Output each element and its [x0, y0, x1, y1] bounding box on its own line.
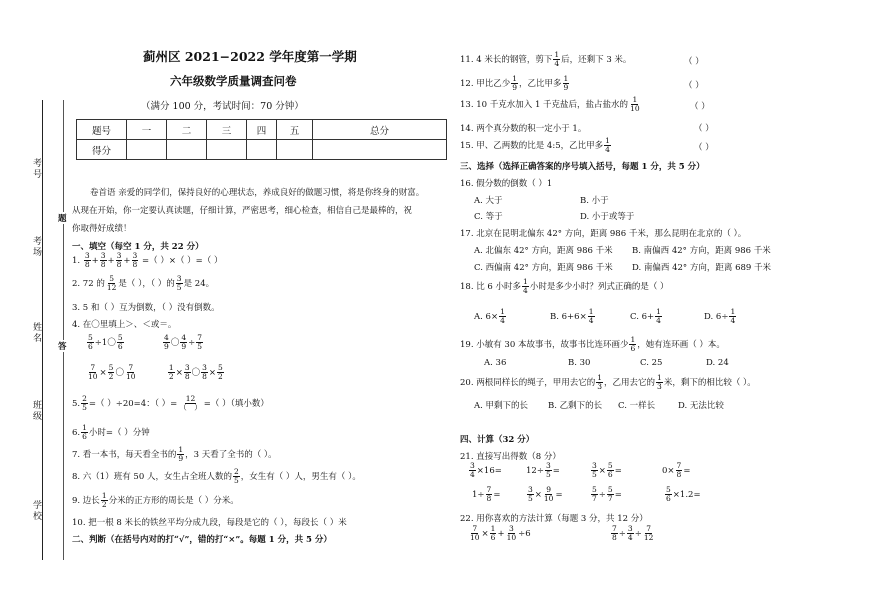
score-cell[interactable]	[247, 140, 277, 160]
option[interactable]: B. 乙剩下的长	[548, 401, 603, 411]
option[interactable]: B. 30	[568, 358, 591, 368]
intro-line: 你取得好成绩！	[72, 224, 132, 234]
question-13: 13. 10 千克水加入 1 千克盐后，盐占盐水的 $\frac{1}{10}$	[460, 95, 640, 113]
compare-row-1: $\frac{5}{6}$ ÷1〇 $\frac{5}{6}$ $\frac{4}{9}$ 〇 $\frac{4}{9}$ ÷ $\frac{7}{5}$	[88, 333, 203, 351]
score-header: 四	[247, 120, 277, 140]
section-4-title: 四、计算（32 分）	[460, 435, 535, 445]
exam-title: 蓟州区 2021−2022 学年度第一学期	[143, 49, 357, 64]
intro-line: 卷首语 亲爱的同学们，保持良好的心理状态，养成良好的做题习惯，将是你终身的财富。	[90, 188, 425, 198]
score-header: 五	[277, 120, 313, 140]
option[interactable]: C. 6+ $\frac{1}{4}$	[630, 307, 661, 325]
question-22: 22. 用你喜欢的方法计算（每题 3 分，共 12 分）	[460, 514, 648, 524]
fraction: $\frac{3}{8}$	[84, 251, 90, 269]
calc-item: 0× $\frac{7}{8}$ =	[662, 461, 691, 479]
question-12: 12. 甲比乙少 $\frac{1}{9}$ ，乙比甲多 $\frac{1}{9}$	[460, 74, 569, 92]
option[interactable]: B. 南偏西 42° 方向，距离 986 千米	[632, 246, 771, 256]
calc-item: 1÷ $\frac{7}{8}$ =	[472, 485, 501, 503]
option[interactable]: D. 小于或等于	[580, 212, 635, 222]
label-xuexiao: 学校	[31, 500, 41, 522]
score-cell[interactable]	[207, 140, 247, 160]
label-xingming: 姓名	[31, 322, 41, 344]
option[interactable]: B. 6+6× $\frac{1}{4}$	[550, 307, 594, 325]
label-kaochang: 考场	[31, 236, 41, 258]
calc-item: $\frac{5}{7}$ ÷ $\frac{5}{7}$ =	[592, 485, 622, 503]
score-row-label: 得分	[77, 140, 127, 160]
score-header: 二	[167, 120, 207, 140]
fraction: $\frac{3}{8}$	[132, 251, 138, 269]
question-3: 3. 5 和（ ）互为倒数，（ ）没有倒数。	[72, 303, 220, 313]
score-cell[interactable]	[127, 140, 167, 160]
option[interactable]: C. 等于	[474, 212, 503, 222]
intro-line: 从现在开始，你一定要认真读题，仔细计算，严密思考，细心检查，相信自己是最棒的，祝	[72, 206, 413, 216]
option[interactable]: A. 甲剩下的长	[474, 401, 529, 411]
question-1: 1. $\frac{3}{8}$ + $\frac{3}{8}$ + $\frac{3}{8}$ + $\frac{3}{8}$ =（ ）×（ ）=（ ）	[72, 251, 223, 269]
option[interactable]: D. 无法比较	[678, 401, 724, 411]
seal-mark-bottom: 答	[58, 342, 67, 352]
fraction: $\frac{5}{12}$	[106, 274, 117, 292]
option[interactable]: D. 24	[706, 358, 729, 368]
answer-paren[interactable]: （ ）	[684, 81, 704, 91]
calc-item: $\frac{3}{5}$ × $\frac{9}{10}$ =	[528, 485, 563, 503]
score-header: 题号	[77, 120, 127, 140]
answer-paren[interactable]: （ ）	[694, 143, 714, 153]
label-banji: 班级	[31, 400, 41, 422]
question-17: 17. 北京在昆明北偏东 42° 方向，距离 986 千米，那么昆明在北京的（ ）。	[460, 229, 747, 239]
exam-subtitle: 六年级数学质量调查问卷	[170, 74, 297, 88]
option[interactable]: D. 南偏西 42° 方向，距离 689 千米	[632, 263, 772, 273]
question-14: 14. 两个真分数的积一定小于 1。	[460, 124, 587, 134]
option[interactable]: D. 6÷ $\frac{1}{4}$	[704, 307, 736, 325]
label-kaohao: 考号	[31, 158, 41, 180]
compare-circle[interactable]: 〇	[107, 338, 116, 348]
question-21: 21. 直接写出得数（8 分）	[460, 452, 561, 462]
question-7: 7. 看一本书，每天看全书的 $\frac{1}{9}$ ，3 天看了全书的（ ）。	[72, 445, 277, 463]
question-6: 6. $\frac{1}{6}$ 小时=（ ）分钟	[72, 423, 150, 441]
answer-paren[interactable]: （ ）	[684, 57, 704, 67]
fraction: $\frac{3}{5}$	[176, 274, 182, 292]
question-8: 8. 六（1）班有 50 人，女生占全班人数的 $\frac{2}{5}$ ，女生有（ ）人，男生有（ ）。	[72, 467, 361, 485]
compare-circle[interactable]: 〇	[115, 368, 124, 378]
score-header: 一	[127, 120, 167, 140]
question-11: 11. 4 米长的钢管，剪下 $\frac{1}{4}$ 后，还剩下 3 米。	[460, 50, 632, 68]
section-3-title: 三、选择（选择正确答案的序号填入括号，每题 1 分，共 5 分）	[460, 162, 705, 172]
section-1-title: 一、填空（每空 1 分，共 22 分）	[72, 242, 204, 252]
option[interactable]: C. 25	[640, 358, 663, 368]
seal-mark-top: 题	[58, 214, 67, 224]
section-2-title: 二、判断（在括号内对的打“√”，错的打“×”。每题 1 分，共 5 分）	[72, 535, 332, 545]
score-cell[interactable]	[277, 140, 313, 160]
calc-item: $\frac{3}{5}$ × $\frac{5}{6}$ =	[592, 461, 622, 479]
question-20: 20. 两根同样长的绳子，甲用去它的 $\frac{1}{3}$ ，乙用去它的 $\frac{1}{3}$ 米，剩下的相比较（ ）。	[460, 373, 756, 391]
option[interactable]: C. 西偏南 42° 方向，距离 986 千米	[474, 263, 613, 273]
fraction: $\frac{3}{8}$	[100, 251, 106, 269]
question-5: 5. $\frac{2}{5}$ =（ ）÷20=4：（ ）= $\frac{12}{( )}$ =（ ）（填小数）	[72, 394, 269, 412]
blank-denominator[interactable]: （ ）	[179, 403, 202, 412]
calc-item: 12÷ $\frac{3}{5}$ =	[526, 461, 560, 479]
question-16: 16. 假分数的倒数（ ）1	[460, 179, 553, 189]
option[interactable]: A. 36	[484, 358, 507, 368]
seal-line	[63, 100, 64, 560]
score-header: 总分	[313, 120, 447, 140]
score-header: 三	[207, 120, 247, 140]
score-cell[interactable]	[313, 140, 447, 160]
compare-row-2: $\frac{7}{10}$ × $\frac{5}{2}$ 〇 $\frac{7}{10}$ $\frac{1}{2}$ × $\frac{3}{8}$ 〇 $\frac{3}{8}$ × $\frac{5}{2}$	[88, 363, 223, 381]
question-10: 10. 把一根 8 米长的铁丝平均分成九段，每段是它的（ ），每段长（ ）米	[72, 518, 347, 528]
exam-note: （满分 100 分，考试时间：70 分钟）	[141, 101, 304, 112]
answer-paren[interactable]: （ ）	[690, 102, 710, 112]
answer-paren[interactable]: （ ）	[694, 124, 714, 134]
compare-circle[interactable]: 〇	[170, 338, 180, 348]
option[interactable]: A. 大于	[474, 196, 503, 206]
calc-item: $\frac{3}{4}$ ×16=	[470, 461, 502, 479]
question-4: 4. 在〇里填上＞、＜或＝。	[72, 320, 177, 330]
calc-item: $\frac{5}{6}$ ×1.2=	[666, 485, 701, 503]
calc-item: $\frac{7}{8}$ ÷ $\frac{3}{4}$ ÷ $\frac{7}{12}$	[612, 524, 654, 542]
option[interactable]: A. 6× $\frac{1}{4}$	[474, 307, 505, 325]
fraction: $\frac{3}{8}$	[116, 251, 122, 269]
question-9: 9. 边长 $\frac{1}{2}$ 分米的正方形的周长是（ ）分米。	[72, 491, 239, 509]
question-18: 18. 比 6 小时多 $\frac{1}{4}$ 小时是多少小时？列式正确的是（ ）	[460, 277, 669, 295]
option[interactable]: B. 小于	[580, 196, 609, 206]
calc-item: $\frac{7}{10}$ × $\frac{1}{6}$ + $\frac{3}{10}$ ÷6	[470, 524, 531, 542]
question-19: 19. 小敏有 30 本故事书，故事书比连环画少 $\frac{1}{6}$ ，她有连环画（ ）本。	[460, 335, 725, 353]
score-cell[interactable]	[167, 140, 207, 160]
compare-circle[interactable]: 〇	[191, 368, 201, 378]
score-table	[76, 119, 447, 160]
option[interactable]: C. 一样长	[618, 401, 656, 411]
question-2: 2. 72 的 $\frac{5}{12}$ 是（ ），（ ）的 $\frac{3}{5}$ 是 24。	[72, 274, 215, 292]
option[interactable]: A. 北偏东 42° 方向，距离 986 千米	[474, 246, 613, 256]
question-15: 15. 甲、乙两数的比是 4:5，乙比甲多 $\frac{1}{4}$	[460, 136, 610, 154]
